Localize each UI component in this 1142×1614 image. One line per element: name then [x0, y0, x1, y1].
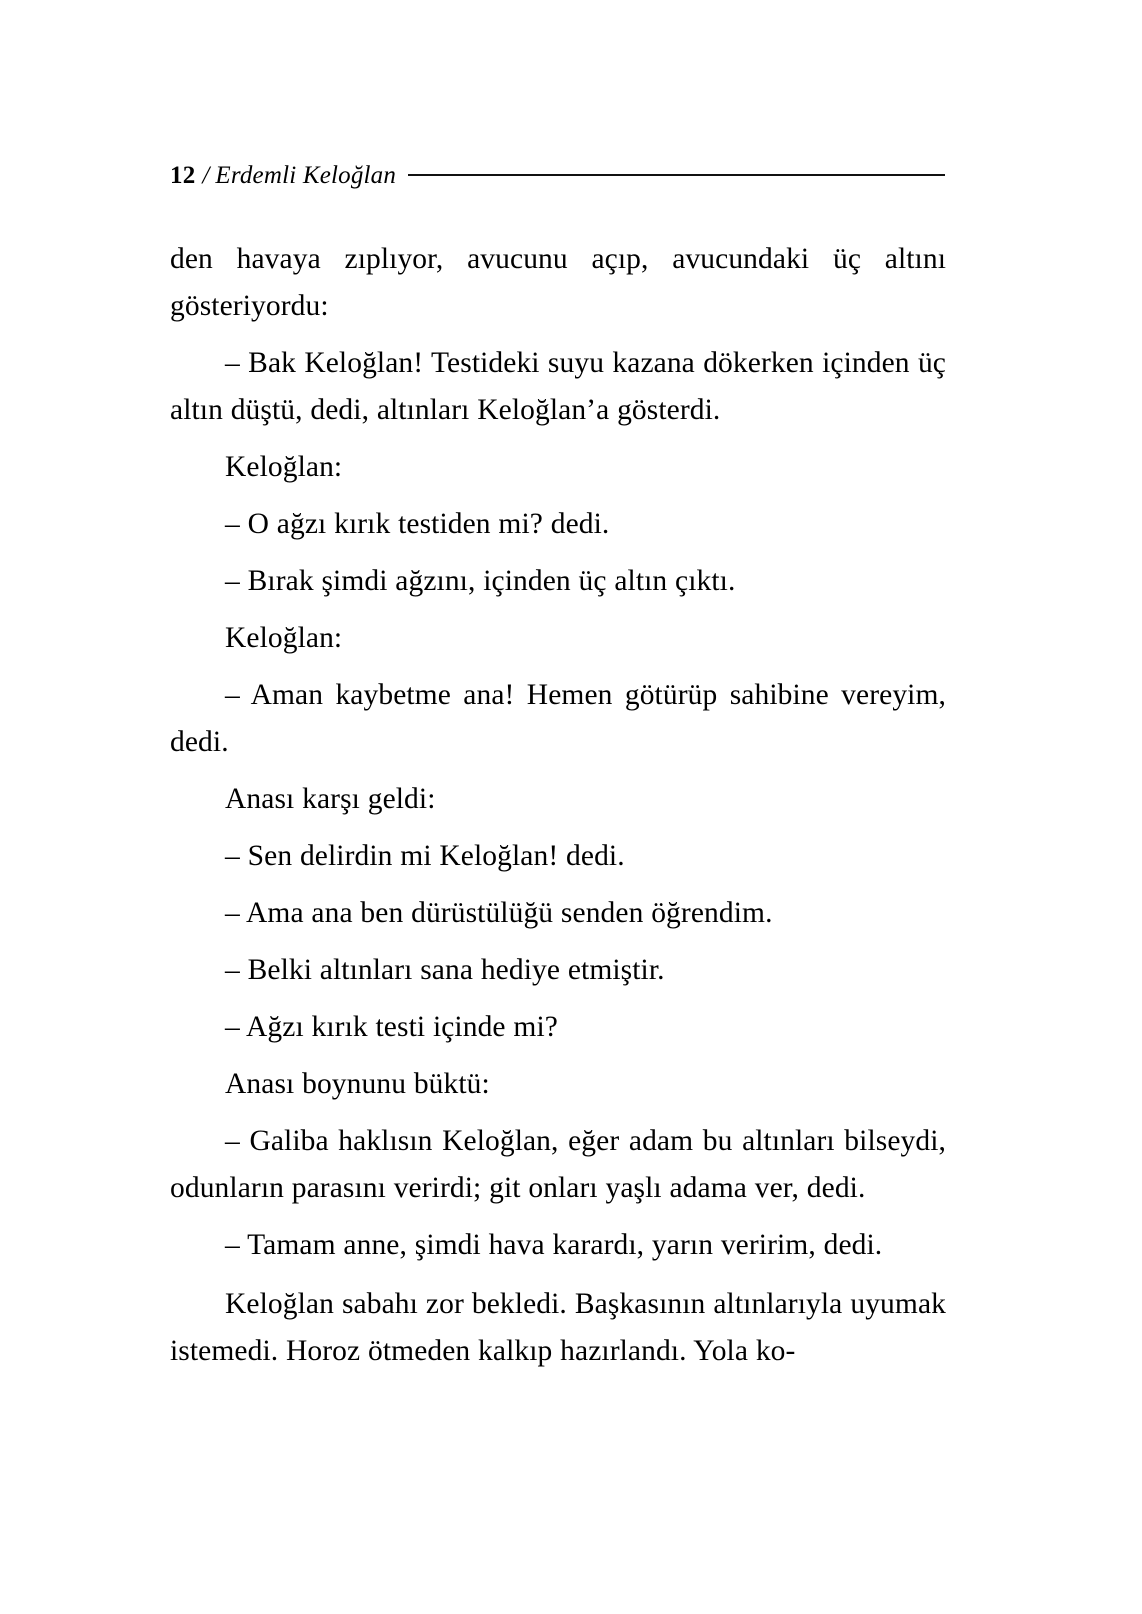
- paragraph-dialogue: – Ağzı kırık testi içinde mi?: [225, 1011, 558, 1043]
- running-head-separator: /: [202, 162, 210, 189]
- paragraph-speaker-label: Keloğlan:: [225, 451, 343, 483]
- paragraph-dialogue: – Ama ana ben dürüstülüğü senden öğrendim.: [225, 897, 773, 929]
- page-folio-number: 12: [170, 162, 196, 189]
- running-head: [170, 162, 945, 190]
- paragraph-dialogue: – Bak Keloğlan! Testideki suyu kazana dökerken içinden üç altın düştü, dedi, altınları Keloğlan’a gösterdi.: [170, 347, 946, 426]
- paragraph-speaker-label: Anası karşı geldi:: [225, 783, 436, 815]
- running-head-rule: [408, 174, 945, 176]
- paragraph-dialogue: – O ağzı kırık testiden mi? dedi.: [225, 508, 610, 540]
- paragraph-narrative: Keloğlan sabahı zor bekledi. Başkasının altınlarıyla uyumak istemedi. Horoz ötmeden kalkıp hazırlandı. Yola ko-: [170, 1288, 946, 1367]
- running-head-book-title: Erdemli Keloğlan: [215, 162, 397, 189]
- paragraph-speaker-label: Anası boynunu büktü:: [225, 1068, 490, 1100]
- paragraph-continuation: den havaya zıplıyor, avucunu açıp, avucundaki üç altını gösteriyordu:: [170, 243, 946, 322]
- paragraph-dialogue: – Belki altınları sana hediye etmiştir.: [225, 954, 665, 986]
- paragraph-dialogue: – Tamam anne, şimdi hava karardı, yarın veririm, dedi.: [225, 1229, 883, 1261]
- body-text-column: [170, 236, 946, 1375]
- paragraph-speaker-label: Keloğlan:: [225, 622, 343, 654]
- paragraph-dialogue: – Bırak şimdi ağzını, içinden üç altın çıktı.: [225, 565, 736, 597]
- paragraph-dialogue: – Aman kaybetme ana! Hemen götürüp sahibine vereyim, dedi.: [170, 679, 946, 758]
- paragraph-dialogue: – Sen delirdin mi Keloğlan! dedi.: [225, 840, 625, 872]
- paragraph-dialogue: – Galiba haklısın Keloğlan, eğer adam bu altınları bilseydi, odunların parasını verirdi; git onları yaşlı adama ver, dedi.: [170, 1125, 946, 1204]
